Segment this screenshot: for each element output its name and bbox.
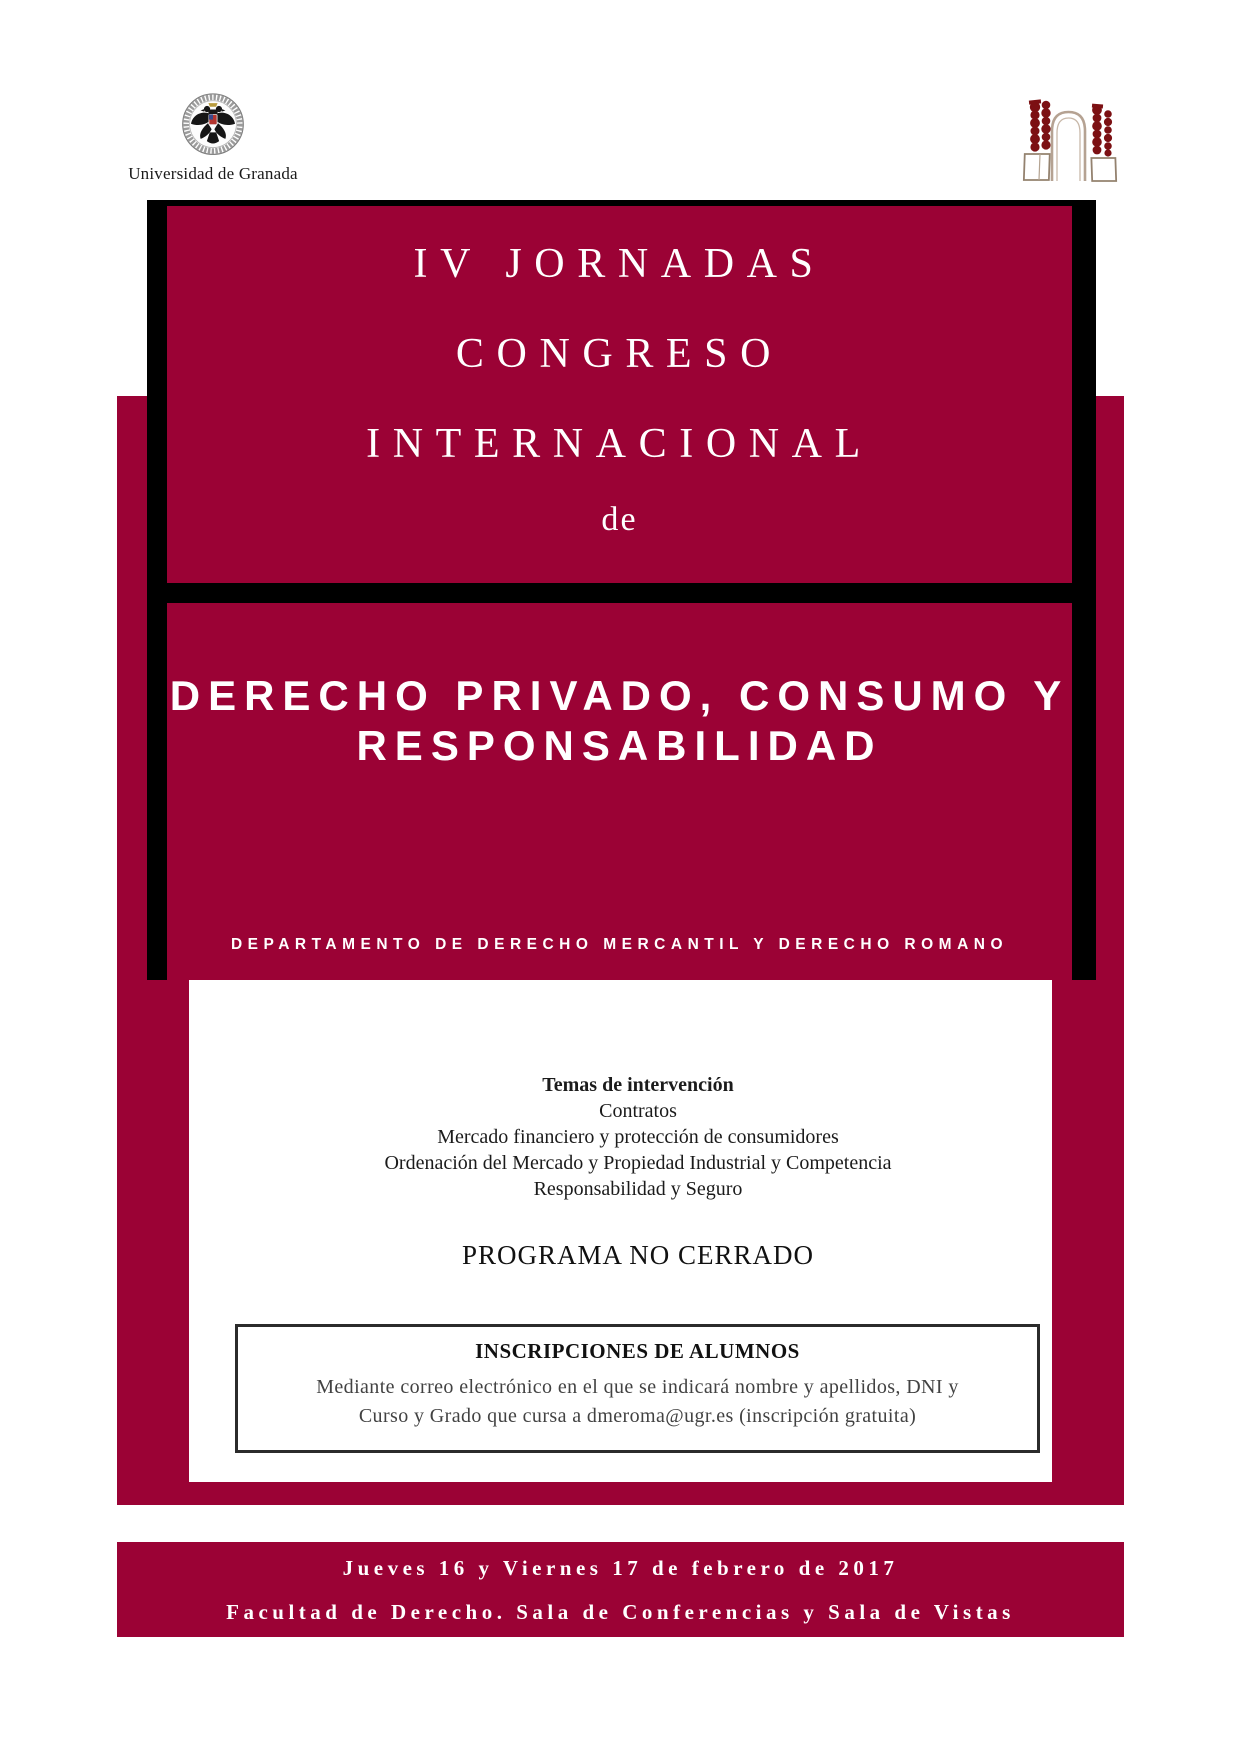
title-line-2: CONGRESO (455, 331, 784, 377)
title-line-3: INTERNACIONAL (366, 421, 873, 467)
ugr-logo (118, 92, 308, 184)
content-box (189, 980, 1052, 1482)
title-section (167, 206, 1072, 583)
department-line: DEPARTAMENTO DE DERECHO MERCANTIL Y DERECHO ROMANO (230, 936, 1009, 953)
inscriptions-title: INSCRIPCIONES DE ALUMNOS (475, 1339, 800, 1363)
black-divider (147, 583, 1096, 603)
program-status: PROGRAMA NO CERRADO (461, 1240, 815, 1270)
ugr-eagle-seal-icon (118, 92, 308, 160)
university-caption: Universidad de Granada (128, 164, 298, 183)
topic-item: Mercado financiero y protección de consumidores (437, 1126, 839, 1148)
title-line-1: IV JORNADAS (413, 241, 826, 287)
title-block (147, 200, 1096, 980)
footer-bar (117, 1542, 1124, 1637)
headline (167, 671, 1072, 771)
inscriptions-box (235, 1324, 1040, 1453)
inscriptions-line-2: Curso y Grado que cursa a dmeroma@ugr.es (inscripción gratuita) (358, 1405, 917, 1427)
topic-item: Ordenación del Mercado y Propiedad Industrial y Competencia (384, 1152, 892, 1174)
topics-list (224, 980, 1052, 1202)
headline-section (167, 603, 1072, 980)
topic-item: Contratos (599, 1100, 677, 1122)
title-connector: de (601, 501, 638, 538)
topics-title: Temas de intervención (542, 1074, 734, 1096)
content-inner (189, 980, 1052, 1271)
footer-dates: Jueves 16 y Viernes 17 de febrero de 2017 (342, 1555, 899, 1580)
headline-line-2: RESPONSABILIDAD (356, 722, 883, 769)
inscriptions-line-1: Mediante correo electrónico en el que se indicará nombre y apellidos, DNI y (316, 1376, 959, 1398)
headline-line-1: DERECHO PRIVADO, CONSUMO Y (169, 672, 1070, 719)
roman-arch-icon (1013, 90, 1123, 190)
topic-item: Responsabilidad y Seguro (533, 1178, 743, 1200)
footer-venue: Facultad de Derecho. Sala de Conferencias y Sala de Vistas (226, 1599, 1015, 1624)
inscriptions-text (238, 1373, 1037, 1431)
